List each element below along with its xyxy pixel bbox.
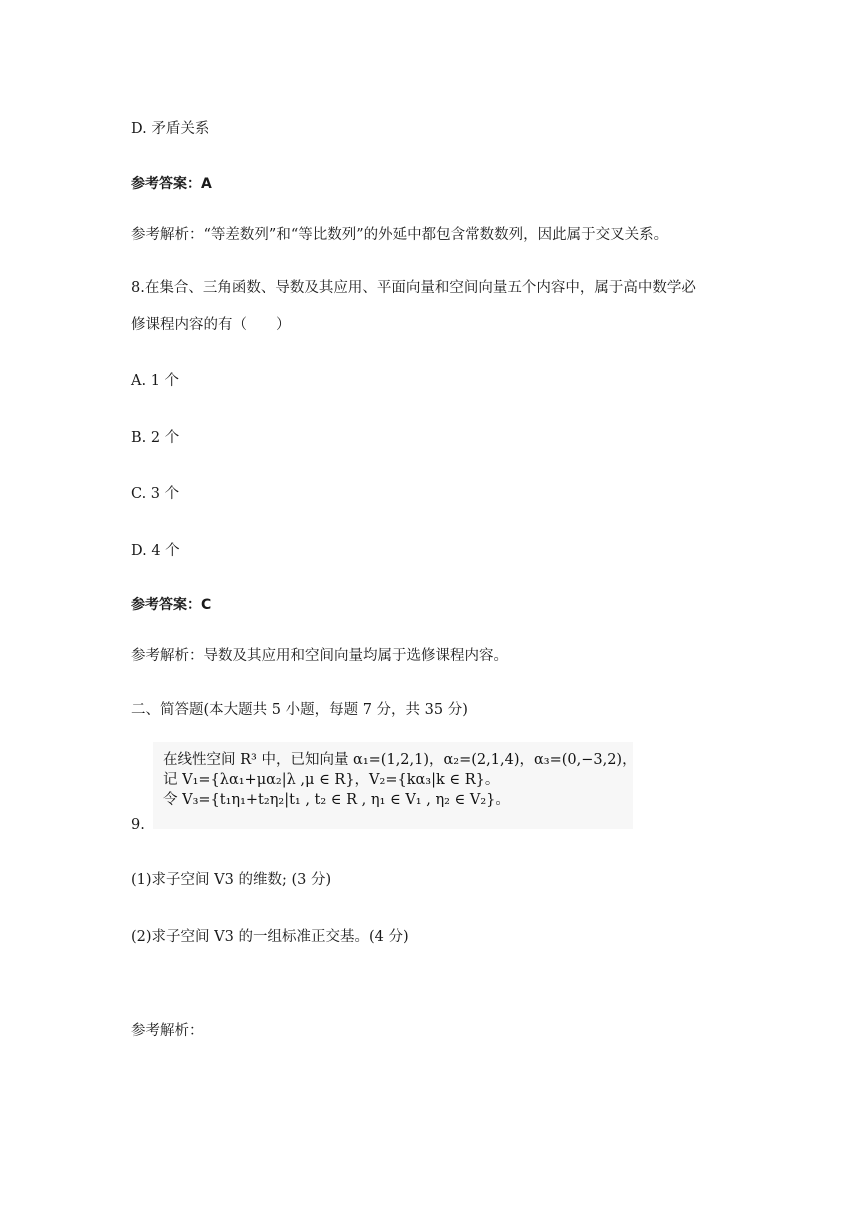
section-heading: 二、简答题(本大题共 5 小题，每题 7 分，共 35 分) <box>131 702 468 718</box>
q9-number: 9. <box>131 817 145 833</box>
q7-analysis: 参考解析：“等差数列”和“等比数列”的外延中都包含常数数列，因此属于交叉关系。 <box>131 227 669 243</box>
q8-stem-line2: 修课程内容的有（ ） <box>131 317 291 333</box>
q9-formula-line2: 记 V₁={λα₁+μα₂|λ ,μ ∈ R}，V₂={kα₃|k ∈ R}。 <box>163 772 500 788</box>
q8-stem-line1: 8.在集合、三角函数、导数及其应用、平面向量和空间向量五个内容中，属于高中数学必 <box>131 280 696 296</box>
q9-part2: (2)求子空间 V3 的一组标准正交基。(4 分) <box>131 929 409 945</box>
q8-option-c: C. 3 个 <box>131 486 180 502</box>
q8-option-b: B. 2 个 <box>131 430 180 446</box>
q8-option-d: D. 4 个 <box>131 543 180 559</box>
q7-option-d: D. 矛盾关系 <box>131 121 210 137</box>
q9-analysis-label: 参考解析： <box>131 1023 204 1039</box>
q9-part1: (1)求子空间 V3 的维数; (3 分) <box>131 872 332 888</box>
q9-formula-line1: 在线性空间 R³ 中，已知向量 α₁=(1,2,1)，α₂=(2,1,4)，α₃=(0,−3,2)， <box>163 752 637 768</box>
q8-answer: 参考答案：C <box>131 597 212 613</box>
q7-answer: 参考答案：A <box>131 176 212 192</box>
q8-option-a: A. 1 个 <box>131 373 180 389</box>
q9-formula-image <box>153 742 637 829</box>
q9-formula-line3: 令 V₃={t₁η₁+t₂η₂|t₁ , t₂ ∈ R , η₁ ∈ V₁ , η₂ ∈ V₂}。 <box>163 792 510 808</box>
q8-analysis: 参考解析：导数及其应用和空间向量均属于选修课程内容。 <box>131 648 508 664</box>
